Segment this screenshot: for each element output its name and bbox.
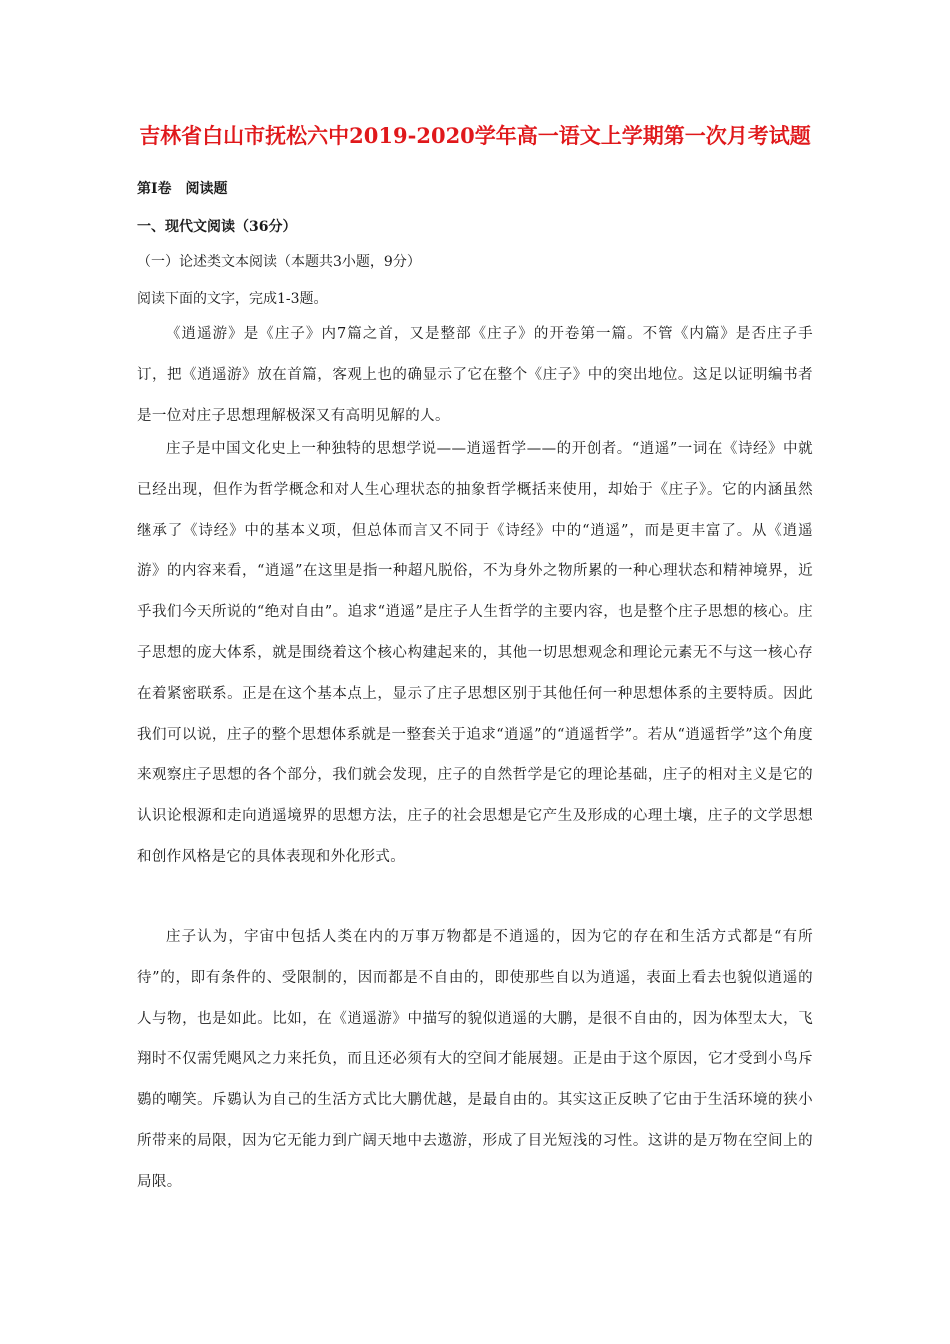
exam-title: 吉林省白山市抚松六中2019-2020学年高一语文上学期第一次月考试题 (139, 123, 811, 148)
section-heading: 一、现代文阅读（36分） (137, 219, 297, 235)
passage-paragraph-1: 《逍遥游》是《庄子》内7篇之首，又是整部《庄子》的开卷第一篇。不管《内篇》是否庄子手订，把《逍遥游》放在首篇，客观上也的确显示了它在整个《庄子》中的突出地位。这足以证明编书者是一位对庄子思想理解极深又有高明见解的人。 (137, 326, 813, 424)
reading-instruction: 阅读下面的文字，完成1-3题。 (137, 291, 328, 307)
passage-paragraph-3: 庄子认为，宇宙中包括人类在内的万事万物都是不逍遥的，因为它的存在和生活方式都是“有所待”的，即有条件的、受限制的，因而都是不自由的，即使那些自以为逍遥，表面上看去也貌似逍遥的人与物，也是如此。比如，在《逍遥游》中描写的貌似逍遥的大鹏，是很不自由的，因为体型太大，飞翔时不仅需凭飓风之力来托负，而且还必须有大的空间才能展翅。正是由于这个原因，它才受到小鸟斥鷃的嘲笑。斥鷃认为自己的生活方式比大鹏优越，是最自由的。其实这正反映了它由于生活环境的狭小所带来的局限，因为它无能力到广阔天地中去遨游，形成了目光短浅的习性。这讲的是万物在空间上的局限。 (137, 929, 813, 1190)
subsection-heading: （一）论述类文本阅读（本题共3小题，9分） (137, 254, 421, 270)
volume-heading: 第Ⅰ卷 阅读题 (137, 181, 228, 197)
passage-paragraph-2: 庄子是中国文化史上一种独特的思想学说——逍遥哲学——的开创者。“逍遥”一词在《诗经》中就已经出现，但作为哲学概念和对人生心理状态的抽象哲学概括来使用，却始于《庄子》。它的内涵虽然继承了《诗经》中的基本义项，但总体而言又不同于《诗经》中的“逍遥”，而是更丰富了。从《逍遥游》的内容来看，“逍遥”在这里是指一种超凡脱俗，不为身外之物所累的一种心理状态和精神境界，近乎我们今天所说的“绝对自由”。追求“逍遥”是庄子人生哲学的主要内容，也是整个庄子思想的核心。庄子思想的庞大体系，就是围绕着这个核心构建起来的，其他一切思想观念和理论元素无不与这一核心存在着紧密联系。正是在这个基本点上，显示了庄子思想区别于其他任何一种思想体系的主要特质。因此我们可以说，庄子的整个思想体系就是一整套关于追求“逍遥”的“逍遥哲学”。若从“逍遥哲学”这个角度来观察庄子思想的各个部分，我们就会发现，庄子的自然哲学是它的理论基础，庄子的相对主义是它的认识论根源和走向逍遥境界的思想方法，庄子的社会思想是它产生及形成的心理土壤，庄子的文学思想和创作风格是它的具体表现和外化形式。 (137, 441, 813, 865)
